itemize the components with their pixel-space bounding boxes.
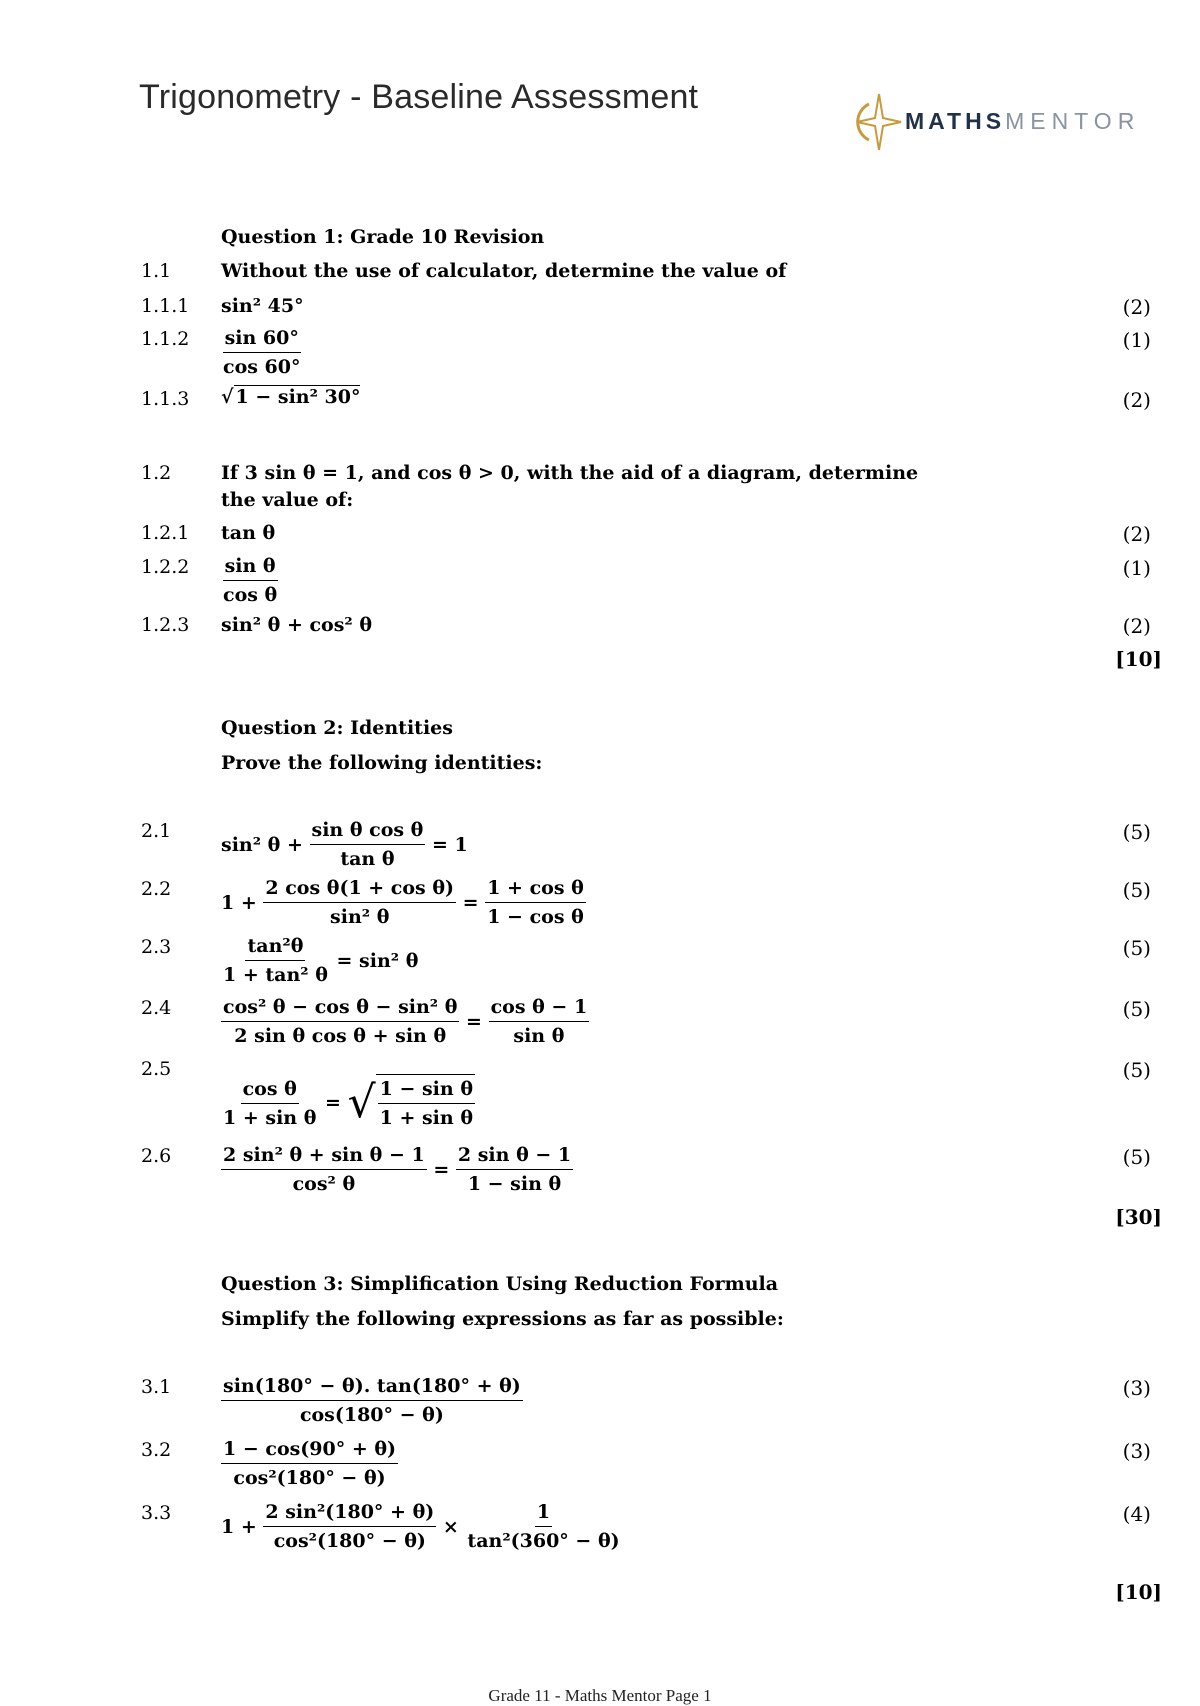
marks: (1): [1122, 556, 1151, 580]
item-number: 2.6: [141, 1145, 172, 1167]
denominator: sin θ: [513, 1025, 565, 1047]
marks: (5): [1122, 1058, 1151, 1082]
expression: [221, 385, 360, 408]
term: 1 +: [221, 891, 257, 914]
fraction: [221, 1141, 427, 1198]
fraction: [378, 1075, 475, 1132]
numerator: sin 60°: [223, 324, 301, 353]
fraction: [221, 1075, 318, 1132]
item-number: 1.1.3: [141, 388, 190, 410]
marks: (2): [1122, 295, 1151, 319]
term: = sin² θ: [336, 949, 419, 972]
numerator: cos² θ − cos θ − sin² θ: [221, 993, 459, 1022]
marks: (5): [1122, 997, 1151, 1021]
radicand: [376, 1074, 475, 1132]
item-number: 2.4: [141, 997, 172, 1019]
denominator: 1 + sin θ: [223, 1106, 317, 1129]
term: = 1: [431, 833, 468, 856]
expression: [221, 874, 586, 931]
expression: [221, 1372, 523, 1429]
fraction: [221, 1435, 398, 1492]
marks: (5): [1122, 878, 1151, 902]
denominator: 1 − sin θ: [467, 1173, 562, 1195]
marks: (3): [1122, 1439, 1151, 1463]
fraction: [456, 1141, 573, 1198]
denominator: 1 − cos θ: [487, 906, 584, 928]
fraction: [263, 1498, 436, 1555]
numerator: 1: [535, 1498, 552, 1527]
expression: [221, 1435, 398, 1492]
expression: [221, 1141, 573, 1198]
numerator: 1 − sin θ: [378, 1075, 475, 1104]
item-text-cont: the value of:: [221, 489, 354, 511]
marks: (5): [1122, 820, 1151, 844]
marks: (2): [1122, 614, 1151, 638]
numerator: cos θ − 1: [489, 993, 590, 1022]
term: sin² θ +: [221, 833, 303, 856]
marks: (2): [1122, 388, 1151, 412]
logo-word-maths: MATHS: [905, 108, 1006, 134]
question-3-instruction: Simplify the following expressions as far as possible:: [221, 1308, 784, 1330]
question-3-total: [10]: [1115, 1580, 1162, 1604]
equals: =: [462, 891, 479, 914]
numerator: sin(180° − θ). tan(180° + θ): [221, 1372, 523, 1401]
fraction: [485, 874, 586, 931]
item-number: 3.2: [141, 1439, 172, 1461]
denominator: cos² θ: [292, 1173, 356, 1195]
radicand: 1 − sin² 30°: [235, 386, 361, 408]
marks: (5): [1122, 936, 1151, 960]
denominator: 1 + tan² θ: [223, 964, 328, 986]
item-number: 2.5: [141, 1058, 172, 1080]
item-text: If 3 sin θ = 1, and cos θ > 0, with the aid of a diagram, determine: [221, 462, 919, 484]
numerator: cos θ: [241, 1075, 299, 1104]
item-number: 1.2.2: [141, 556, 190, 578]
question-2-heading: Question 2: Identities: [221, 717, 453, 739]
item-number: 1.1.2: [141, 328, 190, 350]
denominator: tan θ: [340, 848, 395, 870]
numerator: 2 sin²(180° + θ): [263, 1498, 436, 1527]
denominator: cos θ: [223, 584, 278, 606]
page-footer: Grade 11 - Maths Mentor Page 1: [488, 1686, 712, 1705]
term: 1 +: [221, 1515, 257, 1538]
denominator: cos²(180° − θ): [233, 1467, 386, 1489]
equals: =: [433, 1158, 450, 1181]
item-number: 1.1.1: [141, 295, 190, 317]
expression: [221, 993, 589, 1050]
expression: [221, 816, 468, 873]
expression: [221, 1074, 475, 1132]
numerator: 1 + cos θ: [485, 874, 586, 903]
item-number: 2.2: [141, 878, 172, 900]
expression: [221, 932, 418, 989]
compass-star-icon: [855, 92, 903, 152]
equals: =: [466, 1010, 482, 1033]
fraction: [310, 816, 426, 873]
marks: (1): [1122, 328, 1151, 352]
marks: (5): [1122, 1145, 1151, 1169]
item-number: 1.2.1: [141, 522, 190, 544]
numerator: 2 cos θ(1 + cos θ): [263, 874, 456, 903]
numerator: 2 sin θ − 1: [456, 1141, 573, 1170]
equals: =: [325, 1092, 341, 1114]
numerator: sin θ: [223, 552, 278, 581]
denominator: cos(180° − θ): [299, 1404, 444, 1426]
times: ×: [442, 1515, 459, 1538]
expression: sin² θ + cos² θ: [221, 614, 373, 636]
question-1-heading: Question 1: Grade 10 Revision: [221, 226, 545, 248]
item-number: 3.3: [141, 1502, 172, 1524]
question-3-heading: Question 3: Simplification Using Reduction Formula: [221, 1273, 779, 1295]
logo-wordmark: [905, 108, 1140, 135]
denominator: 2 sin θ cos θ + sin θ: [234, 1025, 447, 1047]
denominator: tan²(360° − θ): [467, 1530, 620, 1552]
item-number: 2.1: [141, 820, 172, 842]
item-text: Without the use of calculator, determine the value of: [221, 260, 787, 282]
sqrt-icon: √: [347, 1077, 376, 1128]
fraction: [465, 1498, 621, 1555]
marks: (4): [1122, 1502, 1151, 1526]
expression: [221, 552, 279, 609]
sqrt-icon: √: [221, 385, 234, 408]
numerator: 1 − cos(90° + θ): [221, 1435, 398, 1464]
denominator: sin² θ: [330, 906, 390, 928]
numerator: tan²θ: [245, 932, 305, 961]
fraction: [489, 993, 590, 1050]
denominator: cos 60°: [223, 356, 301, 378]
question-1-total: [10]: [1115, 647, 1162, 671]
fraction: [221, 993, 459, 1050]
marks: (3): [1122, 1376, 1151, 1400]
question-2-instruction: Prove the following identities:: [221, 752, 543, 774]
page-title: Trigonometry - Baseline Assessment: [139, 78, 699, 116]
numerator: 2 sin² θ + sin θ − 1: [221, 1141, 427, 1170]
item-number: 1.1: [141, 260, 172, 282]
expression: tan θ: [221, 522, 276, 544]
maths-mentor-logo: [855, 92, 1141, 162]
denominator: 1 + sin θ: [379, 1107, 473, 1129]
fraction: [221, 1372, 523, 1429]
marks: (2): [1122, 522, 1151, 546]
item-number: 1.2.3: [141, 614, 190, 636]
logo-word-mentor: MENTOR: [1005, 108, 1141, 134]
expression: [221, 324, 303, 381]
fraction: [263, 874, 456, 931]
fraction: [221, 324, 303, 381]
expression: sin² 45°: [221, 295, 304, 317]
fraction: [221, 552, 279, 609]
denominator: cos²(180° − θ): [273, 1530, 426, 1552]
item-number: 3.1: [141, 1376, 172, 1398]
question-2-total: [30]: [1115, 1205, 1162, 1229]
numerator: sin θ cos θ: [310, 816, 426, 845]
item-number: 2.3: [141, 936, 172, 958]
expression: [221, 1498, 622, 1555]
fraction: [221, 932, 330, 989]
item-number: 1.2: [141, 462, 172, 484]
